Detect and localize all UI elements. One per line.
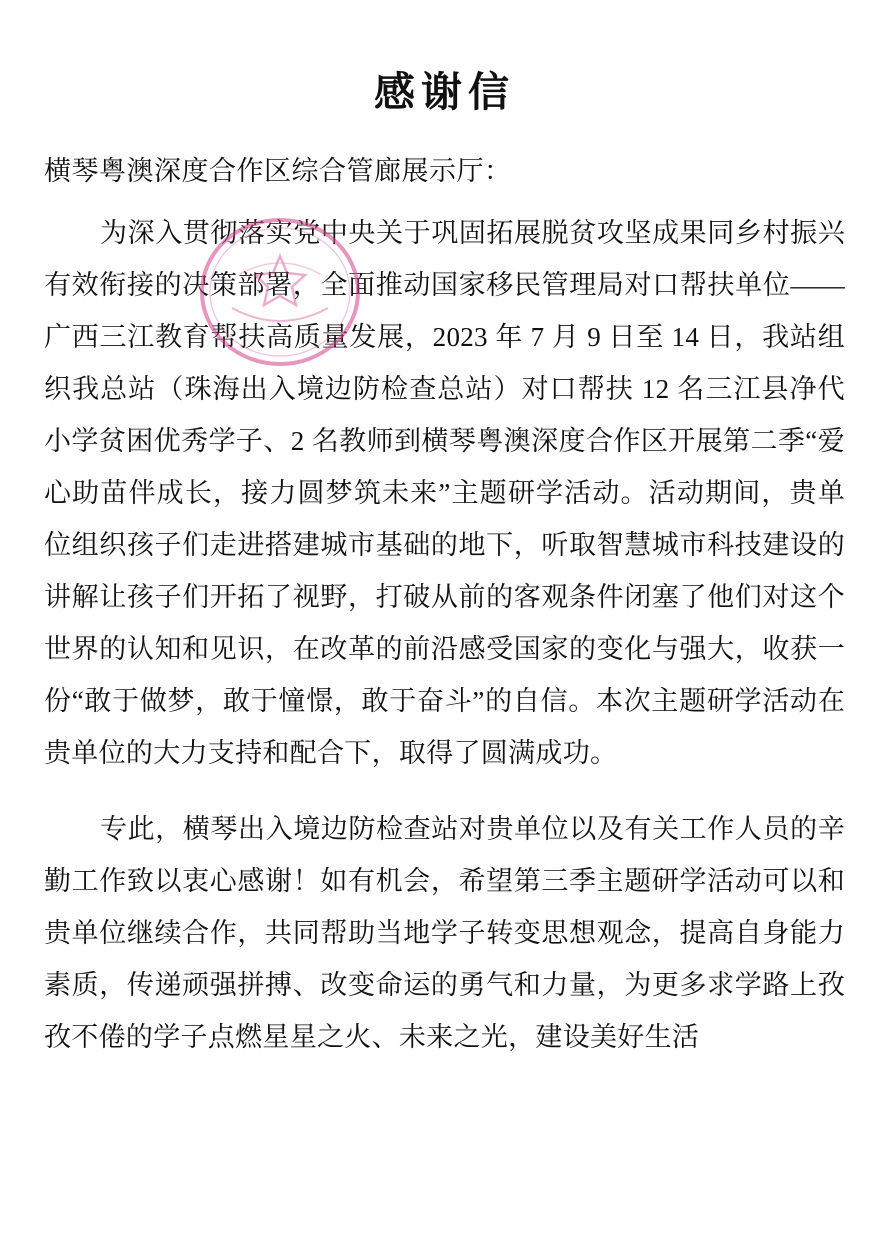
page-title: 感谢信 (374, 68, 515, 116)
paragraph-spacer (44, 789, 845, 803)
body-paragraph-2: 专此，横琴出入境边防检查站对贵单位以及有关工作人员的辛勤工作致以衷心感谢！如有机会，希望第三季主题研学活动可以和贵单位继续合作，共同帮助当地学子转变思想观念，提高自身能力素质，传递顽强拼搏、改变命运的勇气和力量，为更多求学路上孜孜不倦的学子点燃星星之火、未来之光，建设美好生活 (44, 814, 845, 1053)
body-paragraph-1: 为深入贯彻落实党中央关于巩固拓展脱贫攻坚成果同乡村振兴有效衔接的决策部署，全面推动国家移民管理局对口帮扶单位——广西三江教育帮扶高质量发展，2023 年 7 月 9 日至 14 日，我站组织我总站（珠海出入境边防检查总站）对口帮扶 12 名三江县净代小学贫困优秀学子、2 名教师到横琴粤澳深度合作区开展第二季“爱心助苗伴成长，接力圆梦筑未来”主题研学活动。活动期间，贵单位组织孩子们走进搭建城市基础的地下，听取智慧城市科技建设的讲解让孩子们开拓了视野，打破从前的客观条件闭塞了他们对这个世界的认知和见识，在改革的前沿感受国家的变化与强大，收获一份“敢于做梦，敢于憧憬，敢于奋斗”的自信。本次主题研学活动在贵单位的大力支持和配合下，取得了圆满成功。 (44, 218, 845, 769)
salutation: 横琴粤澳深度合作区综合管廊展示厅： (44, 156, 512, 187)
